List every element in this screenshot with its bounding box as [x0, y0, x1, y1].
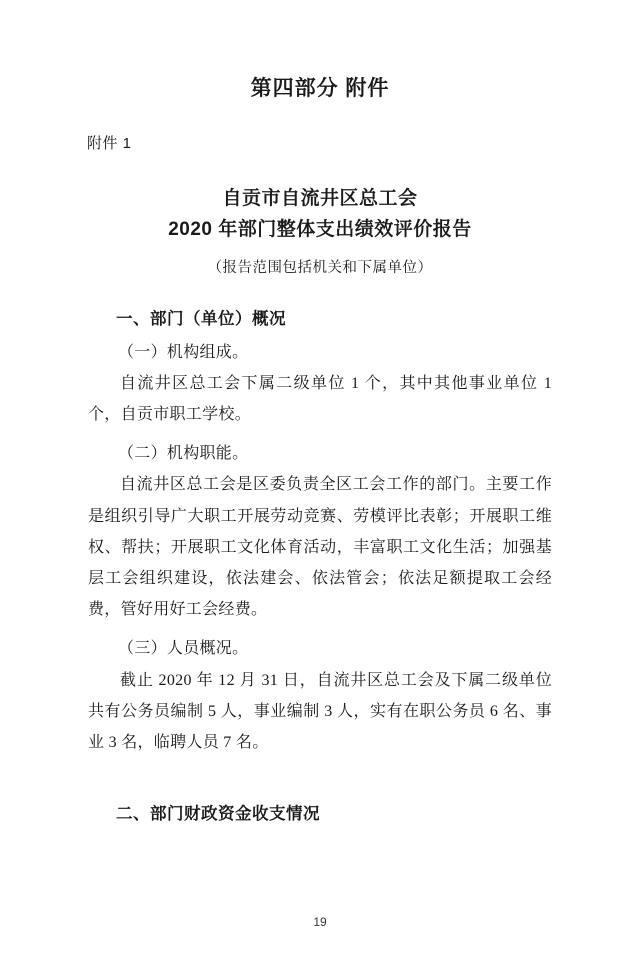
document-title-line-2: 2020 年部门整体支出绩效评价报告: [168, 219, 472, 241]
attachment-label: 附件 1: [87, 135, 132, 152]
part-title: 第四部分 附件: [250, 77, 390, 100]
paragraph-1-2: 自流井区总工会是区委负责全区工会工作的部门。主要工作是组织引导广大职工开展劳动竞赛、劳模评比表彰；开展职工维权、帮扶；开展职工文化体育活动，丰富职工文化生活；加强基层工会组织建设，依法建会、依法管会；依法足额提取工会经费，管好用好工会经费。: [88, 476, 552, 619]
document-subtitle: （报告范围包括机关和下属单位）: [207, 259, 433, 276]
paragraph-1-3: 截止 2020 年 12 月 31 日，自流井区总工会及下属二级单位共有公务员编制 5 人，事业编制 3 人，实有在职公务员 6 名、事业 3 名，临聘人员 7 名。: [88, 671, 552, 751]
sub-heading-1-1: （一）机构组成。: [118, 343, 249, 361]
document-title: [88, 183, 552, 246]
sub-heading-1-2: （二）机构职能。: [118, 445, 249, 463]
section-heading-2: 二、部门财政资金收支情况: [116, 805, 320, 824]
paragraph-1-1: 自流井区总工会下属二级单位 1 个，其中其他事业单位 1 个，自贡市职工学校。: [88, 374, 552, 424]
sub-heading-1-3: （三）人员概况。: [118, 640, 249, 658]
document-title-line-1: 自贡市自流井区总工会: [222, 188, 418, 209]
page-number: 19: [313, 915, 327, 929]
document-page: [0, 72, 640, 977]
section-heading-1: 一、部门（单位）概况: [116, 309, 286, 328]
